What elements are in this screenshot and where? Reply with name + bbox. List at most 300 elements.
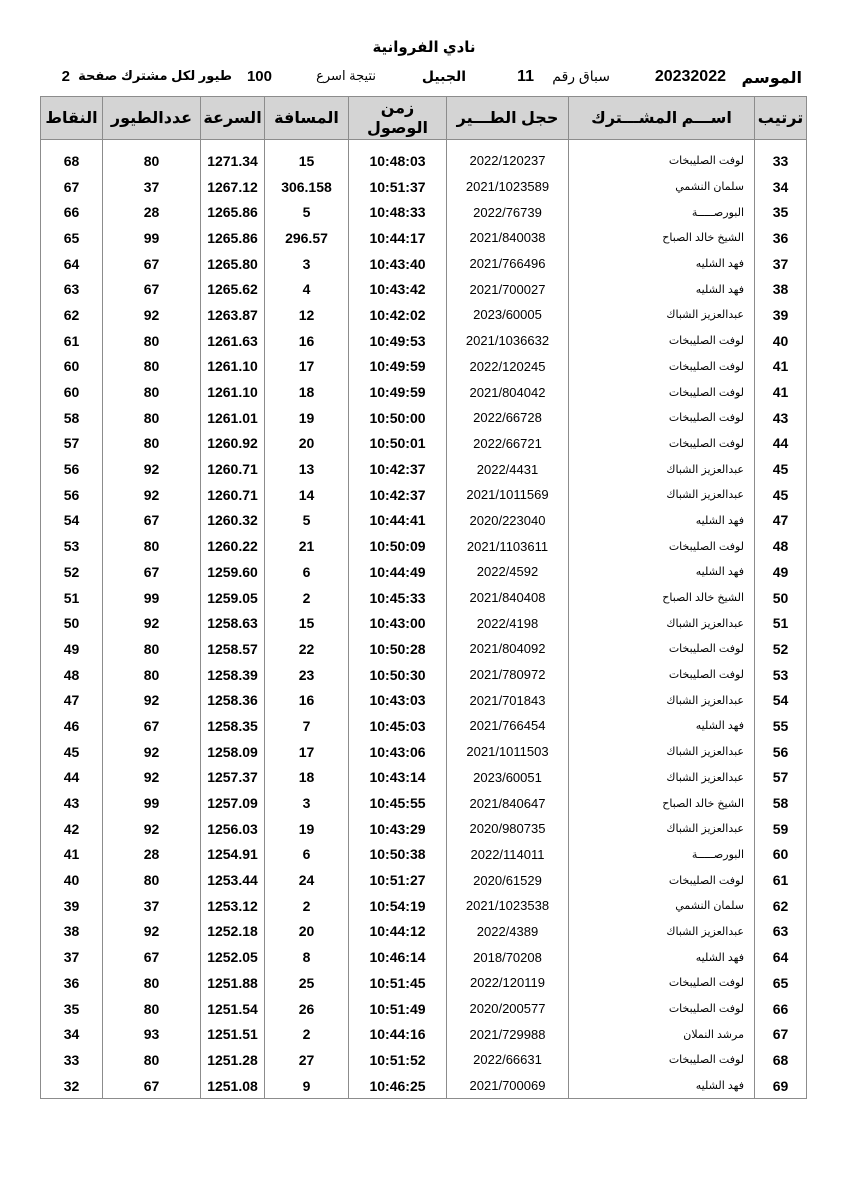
- points-cell: 57: [41, 431, 103, 457]
- birds-cell: 37: [103, 893, 201, 919]
- rank-cell: 57: [755, 765, 807, 791]
- race-number: 11: [517, 68, 534, 85]
- participant-cell: فهد الشليه: [569, 276, 755, 302]
- points-cell: 58: [41, 405, 103, 431]
- points-cell: 68: [41, 148, 103, 174]
- arrival-cell: 10:51:49: [349, 996, 447, 1022]
- points-cell: 45: [41, 739, 103, 765]
- ring-cell: 2021/1023589: [447, 174, 569, 200]
- rank-cell: 36: [755, 225, 807, 251]
- distance-cell: 19: [265, 405, 349, 431]
- birds-cell: 92: [103, 610, 201, 636]
- table-row: [41, 1021, 807, 1047]
- rank-cell: 41: [755, 354, 807, 380]
- distance-cell: 22: [265, 636, 349, 662]
- rank-cell: 35: [755, 199, 807, 225]
- speed-cell: 1261.01: [201, 405, 265, 431]
- rank-cell: 43: [755, 405, 807, 431]
- arrival-cell: 10:46:25: [349, 1073, 447, 1099]
- table-row: [41, 482, 807, 508]
- participant-cell: لوفت الصليبخات: [569, 636, 755, 662]
- rank-cell: 60: [755, 842, 807, 868]
- ring-cell: 2021/1023538: [447, 893, 569, 919]
- rank-cell: 40: [755, 328, 807, 354]
- table-row: [41, 636, 807, 662]
- speed-cell: 1260.92: [201, 431, 265, 457]
- points-cell: 50: [41, 610, 103, 636]
- birds-cell: 80: [103, 970, 201, 996]
- birds-cell: 92: [103, 687, 201, 713]
- points-cell: 51: [41, 585, 103, 611]
- rank-cell: 44: [755, 431, 807, 457]
- distance-cell: 15: [265, 148, 349, 174]
- points-cell: 44: [41, 765, 103, 791]
- table-row: [41, 944, 807, 970]
- speed-cell: 1258.35: [201, 713, 265, 739]
- speed-cell: 1261.63: [201, 328, 265, 354]
- participant-cell: عبدالعزيز الشباك: [569, 456, 755, 482]
- distance-cell: 296.57: [265, 225, 349, 251]
- participant-cell: عبدالعزيز الشباك: [569, 687, 755, 713]
- distance-cell: 19: [265, 816, 349, 842]
- arrival-cell: 10:44:41: [349, 508, 447, 534]
- ring-cell: 2021/780972: [447, 662, 569, 688]
- arrival-cell: 10:50:01: [349, 431, 447, 457]
- participant-cell: لوفت الصليبخات: [569, 662, 755, 688]
- ring-cell: 2018/70208: [447, 944, 569, 970]
- participant-cell: البورصـــــة: [569, 842, 755, 868]
- table-row: [41, 199, 807, 225]
- birds-cell: 67: [103, 276, 201, 302]
- col-header-participant: اســـم المشـــترك: [569, 97, 755, 140]
- participant-cell: لوفت الصليبخات: [569, 867, 755, 893]
- ring-cell: 2022/120119: [447, 970, 569, 996]
- participant-cell: عبدالعزيز الشباك: [569, 765, 755, 791]
- participant-cell: عبدالعزيز الشباك: [569, 482, 755, 508]
- rank-cell: 65: [755, 970, 807, 996]
- distance-cell: 15: [265, 610, 349, 636]
- table-row: [41, 1073, 807, 1099]
- participant-cell: لوفت الصليبخات: [569, 970, 755, 996]
- table-row: [41, 867, 807, 893]
- table-row: [41, 893, 807, 919]
- points-cell: 56: [41, 456, 103, 482]
- ring-cell: 2020/980735: [447, 816, 569, 842]
- distance-cell: 2: [265, 1021, 349, 1047]
- table-row: [41, 1047, 807, 1073]
- table-row: [41, 174, 807, 200]
- arrival-cell: 10:42:37: [349, 456, 447, 482]
- ring-cell: 2023/60051: [447, 765, 569, 791]
- speed-cell: 1260.32: [201, 508, 265, 534]
- participant-cell: فهد الشليه: [569, 508, 755, 534]
- rank-cell: 61: [755, 867, 807, 893]
- points-cell: 60: [41, 354, 103, 380]
- birds-cell: 80: [103, 996, 201, 1022]
- distance-cell: 6: [265, 559, 349, 585]
- birds-cell: 67: [103, 251, 201, 277]
- table-row: [41, 328, 807, 354]
- rank-cell: 62: [755, 893, 807, 919]
- points-cell: 49: [41, 636, 103, 662]
- points-cell: 60: [41, 379, 103, 405]
- season-label: الموسم: [741, 70, 802, 87]
- ring-cell: 2023/60005: [447, 302, 569, 328]
- points-cell: 67: [41, 174, 103, 200]
- arrival-cell: 10:43:14: [349, 765, 447, 791]
- distance-cell: 306.158: [265, 174, 349, 200]
- participant-cell: الشيخ خالد الصباح: [569, 790, 755, 816]
- arrival-cell: 10:44:17: [349, 225, 447, 251]
- speed-cell: 1257.37: [201, 765, 265, 791]
- ring-cell: 2022/114011: [447, 842, 569, 868]
- birds-cell: 92: [103, 739, 201, 765]
- distance-cell: 25: [265, 970, 349, 996]
- ring-cell: 2022/120237: [447, 148, 569, 174]
- speed-cell: 1261.10: [201, 379, 265, 405]
- distance-cell: 23: [265, 662, 349, 688]
- rank-cell: 51: [755, 610, 807, 636]
- ring-cell: 2021/729988: [447, 1021, 569, 1047]
- fastest-count: 100: [246, 68, 272, 85]
- table-row: [41, 431, 807, 457]
- speed-cell: 1261.10: [201, 354, 265, 380]
- table-row: [41, 662, 807, 688]
- table-row: [41, 559, 807, 585]
- participant-cell: فهد الشليه: [569, 559, 755, 585]
- col-header-speed: السرعة: [201, 97, 265, 140]
- points-cell: 41: [41, 842, 103, 868]
- birds-cell: 67: [103, 713, 201, 739]
- rank-cell: 59: [755, 816, 807, 842]
- points-cell: 38: [41, 919, 103, 945]
- points-cell: 39: [41, 893, 103, 919]
- points-cell: 36: [41, 970, 103, 996]
- table-row: [41, 354, 807, 380]
- distance-cell: 17: [265, 354, 349, 380]
- arrival-cell: 10:44:49: [349, 559, 447, 585]
- rank-cell: 34: [755, 174, 807, 200]
- arrival-cell: 10:50:00: [349, 405, 447, 431]
- distance-cell: 12: [265, 302, 349, 328]
- speed-cell: 1251.51: [201, 1021, 265, 1047]
- arrival-cell: 10:50:38: [349, 842, 447, 868]
- rank-cell: 50: [755, 585, 807, 611]
- arrival-cell: 10:43:29: [349, 816, 447, 842]
- table-row: [41, 148, 807, 174]
- distance-cell: 16: [265, 687, 349, 713]
- distance-cell: 24: [265, 867, 349, 893]
- rank-cell: 48: [755, 533, 807, 559]
- arrival-cell: 10:51:52: [349, 1047, 447, 1073]
- page-number: 2: [61, 68, 70, 85]
- distance-cell: 2: [265, 585, 349, 611]
- participant-cell: الشيخ خالد الصباح: [569, 585, 755, 611]
- rank-cell: 69: [755, 1073, 807, 1099]
- birds-cell: 67: [103, 508, 201, 534]
- participant-cell: البورصـــــة: [569, 199, 755, 225]
- points-cell: 42: [41, 816, 103, 842]
- ring-cell: 2021/804042: [447, 379, 569, 405]
- points-cell: 64: [41, 251, 103, 277]
- points-cell: 61: [41, 328, 103, 354]
- ring-cell: 2021/700027: [447, 276, 569, 302]
- table-row: [41, 687, 807, 713]
- birds-cell: 80: [103, 867, 201, 893]
- distance-cell: 4: [265, 276, 349, 302]
- speed-cell: 1251.28: [201, 1047, 265, 1073]
- rank-cell: 55: [755, 713, 807, 739]
- birds-cell: 92: [103, 302, 201, 328]
- table-row: [41, 996, 807, 1022]
- birds-cell: 92: [103, 456, 201, 482]
- table-row: [41, 456, 807, 482]
- points-cell: 56: [41, 482, 103, 508]
- ring-cell: 2022/4592: [447, 559, 569, 585]
- birds-cell: 80: [103, 405, 201, 431]
- birds-cell: 80: [103, 148, 201, 174]
- table-row: [41, 251, 807, 277]
- ring-cell: 2020/200577: [447, 996, 569, 1022]
- birds-cell: 80: [103, 533, 201, 559]
- arrival-cell: 10:43:00: [349, 610, 447, 636]
- birds-cell: 80: [103, 354, 201, 380]
- club-title: نادي الفروانية: [372, 39, 476, 56]
- participant-cell: سلمان النشمي: [569, 174, 755, 200]
- distance-cell: 3: [265, 251, 349, 277]
- ring-cell: 2020/61529: [447, 867, 569, 893]
- arrival-cell: 10:50:30: [349, 662, 447, 688]
- arrival-cell: 10:46:14: [349, 944, 447, 970]
- participant-cell: لوفت الصليبخات: [569, 996, 755, 1022]
- points-cell: 52: [41, 559, 103, 585]
- rank-cell: 67: [755, 1021, 807, 1047]
- rank-cell: 49: [755, 559, 807, 585]
- ring-cell: 2021/1011503: [447, 739, 569, 765]
- arrival-cell: 10:45:03: [349, 713, 447, 739]
- speed-cell: 1265.80: [201, 251, 265, 277]
- distance-cell: 13: [265, 456, 349, 482]
- per-participant-label: طيور لكل مشترك صفحة: [78, 68, 232, 83]
- col-header-ring: حجل الطـــير: [447, 97, 569, 140]
- arrival-cell: 10:43:42: [349, 276, 447, 302]
- birds-cell: 99: [103, 585, 201, 611]
- arrival-cell: 10:44:12: [349, 919, 447, 945]
- table-row: [41, 919, 807, 945]
- rank-cell: 53: [755, 662, 807, 688]
- ring-cell: 2021/840038: [447, 225, 569, 251]
- birds-cell: 80: [103, 379, 201, 405]
- speed-cell: 1253.44: [201, 867, 265, 893]
- arrival-cell: 10:48:33: [349, 199, 447, 225]
- speed-cell: 1260.22: [201, 533, 265, 559]
- col-header-distance: المسافة: [265, 97, 349, 140]
- rank-cell: 45: [755, 456, 807, 482]
- distance-cell: 27: [265, 1047, 349, 1073]
- rank-cell: 47: [755, 508, 807, 534]
- table-row: [41, 225, 807, 251]
- points-cell: 62: [41, 302, 103, 328]
- table-row: [41, 276, 807, 302]
- participant-cell: عبدالعزيز الشباك: [569, 739, 755, 765]
- arrival-cell: 10:50:28: [349, 636, 447, 662]
- ring-cell: 2021/1011569: [447, 482, 569, 508]
- distance-cell: 8: [265, 944, 349, 970]
- speed-cell: 1251.08: [201, 1073, 265, 1099]
- participant-cell: الشيخ خالد الصباح: [569, 225, 755, 251]
- participant-cell: عبدالعزيز الشباك: [569, 302, 755, 328]
- birds-cell: 92: [103, 816, 201, 842]
- points-cell: 46: [41, 713, 103, 739]
- results-body: [41, 140, 807, 1099]
- arrival-cell: 10:51:45: [349, 970, 447, 996]
- birds-cell: 67: [103, 1073, 201, 1099]
- ring-cell: 2022/66721: [447, 431, 569, 457]
- birds-cell: 80: [103, 431, 201, 457]
- participant-cell: عبدالعزيز الشباك: [569, 919, 755, 945]
- ring-cell: 2020/223040: [447, 508, 569, 534]
- participant-cell: لوفت الصليبخات: [569, 379, 755, 405]
- arrival-cell: 10:49:59: [349, 379, 447, 405]
- ring-cell: 2021/700069: [447, 1073, 569, 1099]
- race-info-line: [40, 68, 806, 90]
- distance-cell: 26: [265, 996, 349, 1022]
- rank-cell: 39: [755, 302, 807, 328]
- ring-cell: 2022/4389: [447, 919, 569, 945]
- points-cell: 53: [41, 533, 103, 559]
- speed-cell: 1258.57: [201, 636, 265, 662]
- arrival-cell: 10:43:40: [349, 251, 447, 277]
- birds-cell: 80: [103, 328, 201, 354]
- speed-cell: 1259.60: [201, 559, 265, 585]
- arrival-cell: 10:51:37: [349, 174, 447, 200]
- speed-cell: 1252.05: [201, 944, 265, 970]
- points-cell: 48: [41, 662, 103, 688]
- points-cell: 34: [41, 1021, 103, 1047]
- rank-cell: 45: [755, 482, 807, 508]
- speed-cell: 1254.91: [201, 842, 265, 868]
- race-location: الجبيل: [421, 68, 466, 84]
- birds-cell: 28: [103, 842, 201, 868]
- birds-cell: 92: [103, 765, 201, 791]
- ring-cell: 2021/701843: [447, 687, 569, 713]
- rank-cell: 58: [755, 790, 807, 816]
- results-table: [40, 96, 807, 1099]
- col-header-points: النقاط: [41, 97, 103, 140]
- birds-cell: 67: [103, 944, 201, 970]
- rank-cell: 56: [755, 739, 807, 765]
- rank-cell: 52: [755, 636, 807, 662]
- birds-cell: 99: [103, 225, 201, 251]
- ring-cell: 2022/4198: [447, 610, 569, 636]
- table-row: [41, 713, 807, 739]
- result-label: نتيجة اسرع: [316, 68, 376, 83]
- points-cell: 35: [41, 996, 103, 1022]
- birds-cell: 80: [103, 1047, 201, 1073]
- distance-cell: 7: [265, 713, 349, 739]
- ring-cell: 2022/66728: [447, 405, 569, 431]
- ring-cell: 2022/66631: [447, 1047, 569, 1073]
- col-header-rank: ترتيب: [755, 97, 807, 140]
- participant-cell: لوفت الصليبخات: [569, 405, 755, 431]
- points-cell: 63: [41, 276, 103, 302]
- participant-cell: فهد الشليه: [569, 944, 755, 970]
- table-row: [41, 610, 807, 636]
- points-cell: 43: [41, 790, 103, 816]
- arrival-cell: 10:44:16: [349, 1021, 447, 1047]
- ring-cell: 2021/766496: [447, 251, 569, 277]
- distance-cell: 20: [265, 431, 349, 457]
- speed-cell: 1258.39: [201, 662, 265, 688]
- points-cell: 66: [41, 199, 103, 225]
- rank-cell: 33: [755, 148, 807, 174]
- speed-cell: 1259.05: [201, 585, 265, 611]
- arrival-cell: 10:45:33: [349, 585, 447, 611]
- rank-cell: 38: [755, 276, 807, 302]
- table-header-row: [41, 97, 807, 140]
- ring-cell: 2021/840408: [447, 585, 569, 611]
- ring-cell: 2021/766454: [447, 713, 569, 739]
- arrival-cell: 10:42:02: [349, 302, 447, 328]
- ring-cell: 2022/76739: [447, 199, 569, 225]
- arrival-cell: 10:42:37: [349, 482, 447, 508]
- distance-cell: 20: [265, 919, 349, 945]
- ring-cell: 2022/120245: [447, 354, 569, 380]
- rank-cell: 41: [755, 379, 807, 405]
- distance-cell: 6: [265, 842, 349, 868]
- participant-cell: مرشد النملان: [569, 1021, 755, 1047]
- participant-cell: فهد الشليه: [569, 251, 755, 277]
- table-row: [41, 842, 807, 868]
- arrival-cell: 10:43:06: [349, 739, 447, 765]
- arrival-cell: 10:45:55: [349, 790, 447, 816]
- points-cell: 37: [41, 944, 103, 970]
- rank-cell: 37: [755, 251, 807, 277]
- points-cell: 32: [41, 1073, 103, 1099]
- participant-cell: لوفت الصليبخات: [569, 354, 755, 380]
- birds-cell: 92: [103, 919, 201, 945]
- spacer-row: [41, 140, 807, 149]
- rank-cell: 64: [755, 944, 807, 970]
- speed-cell: 1260.71: [201, 482, 265, 508]
- distance-cell: 21: [265, 533, 349, 559]
- table-row: [41, 970, 807, 996]
- speed-cell: 1263.87: [201, 302, 265, 328]
- distance-cell: 17: [265, 739, 349, 765]
- arrival-cell: 10:54:19: [349, 893, 447, 919]
- arrival-cell: 10:51:27: [349, 867, 447, 893]
- participant-cell: عبدالعزيز الشباك: [569, 816, 755, 842]
- speed-cell: 1260.71: [201, 456, 265, 482]
- arrival-cell: 10:49:53: [349, 328, 447, 354]
- table-row: [41, 585, 807, 611]
- table-row: [41, 379, 807, 405]
- distance-cell: 16: [265, 328, 349, 354]
- birds-cell: 92: [103, 482, 201, 508]
- table-row: [41, 739, 807, 765]
- birds-cell: 67: [103, 559, 201, 585]
- ring-cell: 2021/1036632: [447, 328, 569, 354]
- speed-cell: 1256.03: [201, 816, 265, 842]
- speed-cell: 1265.62: [201, 276, 265, 302]
- speed-cell: 1267.12: [201, 174, 265, 200]
- distance-cell: 3: [265, 790, 349, 816]
- distance-cell: 9: [265, 1073, 349, 1099]
- birds-cell: 93: [103, 1021, 201, 1047]
- rank-cell: 63: [755, 919, 807, 945]
- arrival-cell: 10:43:03: [349, 687, 447, 713]
- speed-cell: 1265.86: [201, 199, 265, 225]
